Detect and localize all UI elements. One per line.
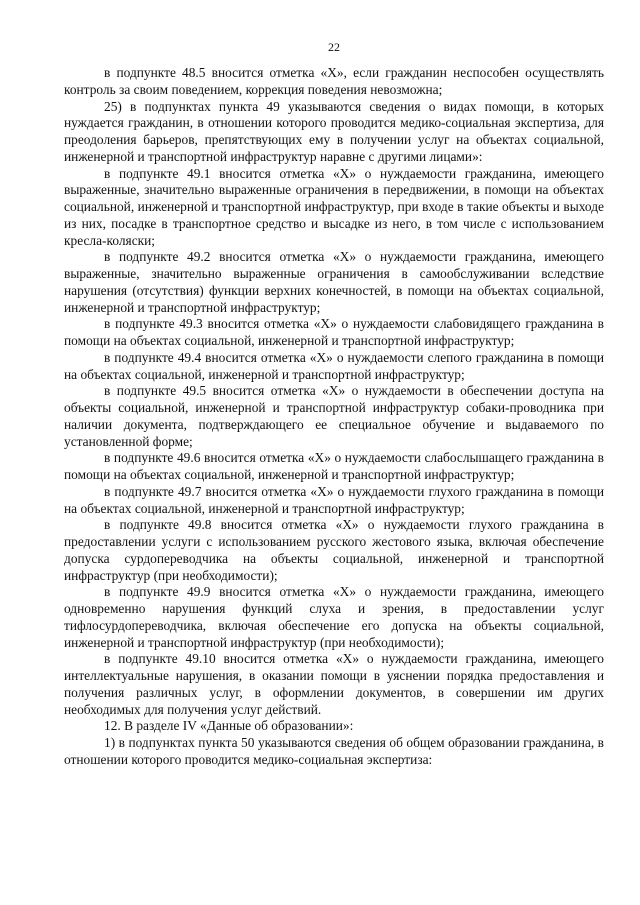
paragraph-49-4: в подпункте 49.4 вносится отметка «Х» о нуждаемости слепого гражданина в помощи на объектах социальной, инженерной и транспортной инфраструктур;	[64, 349, 604, 382]
paragraph-49-7: в подпункте 49.7 вносится отметка «Х» о нуждаемости глухого гражданина в помощи на объектах социальной, инженерной и транспортной инфраструктур;	[64, 483, 604, 516]
paragraph-item-25: 25) в подпунктах пункта 49 указываются сведения о видах помощи, в которых нуждается гражданин, в отношении которого проводится медико-социальная экспертиза, для преодоления барьеров, препятствующих ему в получении услуг на объектах социальной, инженерной и транспортной инфраструктур наравне с другими лицами»:	[64, 98, 604, 164]
paragraph-49-1: в подпункте 49.1 вносится отметка «Х» о нуждаемости гражданина, имеющего выраженные, значительно выраженные ограничения в передвижении, в помощи на объектах социальной, инженерной и транспортной инфраструктур, при входе в такие объекты и выходе из них, посадке в транспортное средство и высадке из него, в том числе с использованием кресла-коляски;	[64, 165, 604, 248]
paragraph-49-10: в подпункте 49.10 вносится отметка «Х» о нуждаемости гражданина, имеющего интеллектуальные нарушения, в оказании помощи в уяснении порядка предоставления и получения различных услуг, в оформлении документов, в совершении им других необходимых для получения услуг действий.	[64, 651, 604, 717]
paragraph-49-5: в подпункте 49.5 вносится отметка «Х» о нуждаемости в обеспечении доступа на объекты социальной, инженерной и транспортной инфраструктур собаки-проводника при наличии документа, подтверждающего ее специальное обучение и выдаваемого по установленной форме;	[64, 383, 604, 449]
paragraph-49-6: в подпункте 49.6 вносится отметка «Х» о нуждаемости слабослышащего гражданина в помощи на объектах социальной, инженерной и транспортной инфраструктур;	[64, 450, 604, 482]
paragraph-49-3: в подпункте 49.3 вносится отметка «Х» о нуждаемости слабовидящего гражданина в помощи на объектах социальной, инженерной и транспортной инфраструктур;	[64, 316, 604, 348]
paragraph-49-2: в подпункте 49.2 вносится отметка «Х» о нуждаемости гражданина, имеющего выраженные, значительно выраженные ограничения в самообслуживании вследствие нарушения (отсутствия) функции верхних конечностей, в помощи на объектах социальной, инженерной и транспортной инфраструктур;	[64, 249, 604, 315]
paragraph-50-1: 1) в подпунктах пункта 50 указываются сведения об общем образовании гражданина, в отношении которого проводится медико-социальная экспертиза:	[64, 735, 604, 767]
page-number: 22	[328, 40, 340, 54]
section-heading-12: 12. В разделе IV «Данные об образовании»:	[104, 718, 354, 734]
paragraph-49-9: в подпункте 49.9 вносится отметка «Х» о нуждаемости гражданина, имеющего одновременно нарушения функций слуха и зрения, в предоставлении услуг тифлосурдопереводчика, включая обеспечение его допуска на объекты социальной, инженерной и транспортной инфраструктур (при необходимости);	[64, 584, 604, 650]
paragraph-48-5: в подпункте 48.5 вносится отметка «Х», если гражданин неспособен осуществлять контроль за своим поведением, коррекция поведения невозможна;	[64, 65, 604, 97]
paragraph-49-8: в подпункте 49.8 вносится отметка «Х» о нуждаемости глухого гражданина в предоставлении услуги с использованием русского жестового языка, включая обеспечение допуска сурдопереводчика на объекты социальной, инженерной и транспортной инфраструктур (при необходимости);	[64, 517, 604, 583]
document-body	[64, 65, 604, 769]
